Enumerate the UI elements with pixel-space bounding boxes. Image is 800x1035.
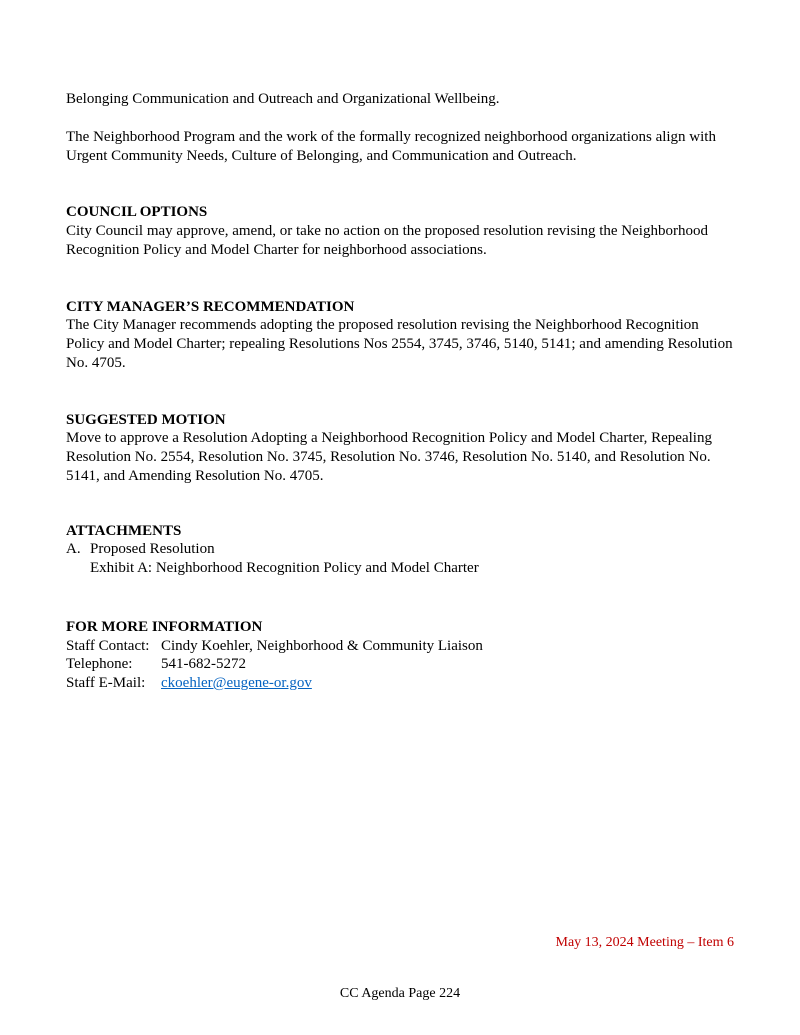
attachment-item-exhibit: Exhibit A: Neighborhood Recognition Policy and Model Charter — [90, 560, 479, 576]
staff-contact-label: Staff Contact: — [66, 637, 150, 654]
intro-paragraph: The Neighborhood Program and the work of the formally recognized neighborhood organizations align with Urgent Community Needs, Culture of Belonging, and Communication and Outreach. — [66, 128, 716, 164]
section-suggested-motion — [66, 411, 734, 486]
section-heading: CITY MANAGER’S RECOMMENDATION — [66, 298, 355, 315]
section-city-manager-recommendation — [66, 298, 734, 373]
section-body: City Council may approve, amend, or take no action on the proposed resolution revising the Neighborhood Recognition Policy and Model Charter for neighborhood associations. — [66, 223, 708, 258]
telephone-value: 541-682-5272 — [161, 656, 246, 673]
staff-contact-row — [66, 637, 734, 656]
section-for-more-information — [66, 618, 734, 693]
section-body: Move to approve a Resolution Adopting a Neighborhood Recognition Policy and Model Charter, Repealing Resolution No. 2554, Resolution No. 3745, Resolution No. 3746, Resolution No. 5140, and Resolution No. 5141, and Amending Resolution No. 4705. — [66, 430, 712, 484]
staff-email-label: Staff E-Mail: — [66, 675, 146, 691]
page-number-footer: CC Agenda Page 224 — [339, 986, 461, 1001]
intro-line: Belonging Communication and Outreach and Organizational Wellbeing. — [66, 91, 500, 107]
section-body: The City Manager recommends adopting the proposed resolution revising the Neighborhood Recognition Policy and Model Charter; repealing Resolutions Nos 2554, 3745, 3746, 5140, 5141; and amending Resolution No. 4705. — [66, 317, 733, 371]
staff-contact-value: Cindy Koehler, Neighborhood & Community Liaison — [161, 637, 483, 654]
staff-email-link[interactable]: ckoehler@eugene-or.gov — [161, 675, 312, 691]
section-heading: SUGGESTED MOTION — [66, 411, 226, 428]
section-heading: COUNCIL OPTIONS — [66, 204, 208, 221]
section-attachments — [66, 522, 734, 578]
telephone-label: Telephone: — [66, 656, 133, 673]
section-council-options — [66, 203, 734, 259]
attachment-item — [66, 540, 734, 559]
more-info-heading: FOR MORE INFORMATION — [66, 618, 263, 635]
staff-email-row — [66, 674, 734, 693]
telephone-row — [66, 655, 734, 674]
staff-email-value — [161, 674, 734, 693]
attachment-item-text: Proposed Resolution — [90, 541, 215, 558]
meeting-item-note: May 13, 2024 Meeting – Item 6 — [555, 935, 734, 950]
attachment-item-label: A. — [66, 541, 81, 558]
attachments-heading: ATTACHMENTS — [66, 522, 182, 539]
